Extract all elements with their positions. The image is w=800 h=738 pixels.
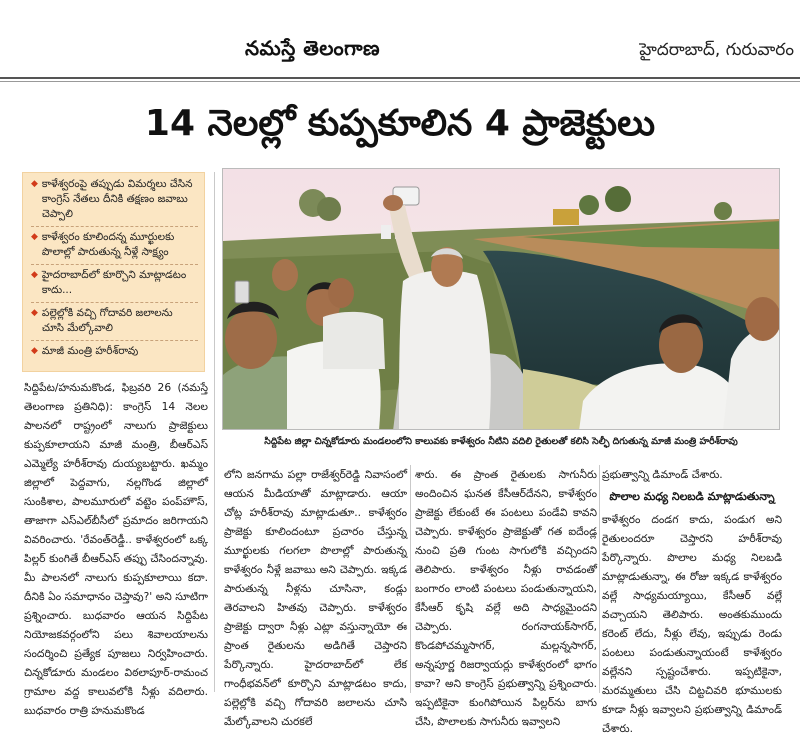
- highlights-box: [22, 172, 205, 372]
- diamond-bullet-icon: ◆: [31, 346, 38, 356]
- article-text: శారు. ఈ ప్రాంత రైతులకు సాగునీరు అందించిన ఘనత కేసీఆర్‌దేనని, కాళేశ్వరం ప్రాజెక్టు లేకుంటే ఈ పంటలు పండేవి కావని చెప్పారు. కాళేశ్వరం ప్రాజెక్టుతో గత ఐదేండ్ల నుంచి ప్రతి గుంట సాగులోకి వచ్చిందని తెలిపారు. కాళేశ్వరం నీళ్లు రావడంతో బంగారం లాంటి పంటలు పండుతున్నాయని, కేసీఆర్ కృషి వల్లే అది సాధ్యమైందని చెప్పారు. రంగనాయక్‌సాగర్, కొండపోచమ్మసాగర్, మల్లన్నసాగర్, అన్నపూర్ణ రిజర్వాయర్లు కాళేశ్వరంలో భాగం కావా? అని కాంగ్రెస్ ప్రభుత్వాన్ని ప్రశ్నించారు. ఇప్పటికైనా కుంగిపోయిన పిల్లర్‌ను బాగు చేసి, పొలాలకు సాగునీరు ఇవ్వాలని: [415, 468, 597, 728]
- highlight-item: ◆ కాళేశ్వరంపై తప్పుడు విమర్శలు చేసిన కాంగ్రెస్ నేతలు దీనికి తక్షణం జవాబు చెప్పాలి: [31, 177, 198, 227]
- article-text: లోని జనగామ పల్లా రాజేశ్వర్‌రెడ్డి నివాసంలో ఆయన మీడియాతో మాట్లాడారు. ఆయా చోట్ల హరీశ్‌రావు మాట్లాడుతూ.. కాళేశ్వరం ప్రాజెక్టు కూలిందంటూ ప్రచారం చేస్తున్న మూర్ఖులకు గలగలా పొలాల్లో పారుతున్న కాళేశ్వరం నీళ్లే జవాబు అని చెప్పారు. ఇక్కడ పారుతున్న నీళ్లను చూసినా, కండ్లు తెరవాలని హితవు చెప్పారు. కాళేశ్వరం ప్రాజెక్టు ద్వారా నీళ్లు ఎట్లా వస్తున్నాయో ఈ ప్రాంత రైతులను అడిగితే చెప్తారని పేర్కొన్నారు. హైదరాబాద్‌లో లేక గాంధీభవన్‌లో కూర్చొని మాట్లాడటం కాదు, పల్లెల్లోకి వచ్చి గోదావరి జలాలను చూసి మేల్కోవాలని చురకలే: [224, 468, 407, 728]
- diamond-bullet-icon: ◆: [31, 308, 38, 318]
- highlight-item: ◆ పల్లెల్లోకి వచ్చి గోదావరి జలాలను చూసి మేల్కోవాలి: [31, 306, 198, 341]
- column-divider: [410, 465, 411, 693]
- column-divider: [214, 172, 215, 692]
- masthead: [0, 0, 800, 86]
- diamond-bullet-icon: ◆: [31, 270, 38, 280]
- article-text: సిద్దిపేట/హనుమకొండ, ఫిబ్రవరి 26 (నమస్తే తెలంగాణ ప్రతినిధి): కాంగ్రెస్ 14 నెలల పాలనలో రాష్ట్రంలో నాలుగు ప్రాజెక్టులు కుప్పకూలాయని మాజీ మంత్రి, బీఆర్‌ఎస్ ఎమ్మెల్యే హరీశ్‌రావు దుయ్యబట్టారు. ఖమ్మం జిల్లాలో పెద్దవాగు, నల్లగొండ జిల్లాలో సుంకిశాల, పాలమూరులో వట్టెం పంప్‌హౌస్, తాజాగా ఎస్‌ఎల్‌బీసీలో ప్రమాదం జరిగాయని వివరించారు. 'రేవంత్‌రెడ్డీ.. కాళేశ్వరంలో ఒక్క పిల్లర్ కుంగితే బీఆర్‌ఎస్ తప్పు చేసిందన్నావు. మీ పాలనలో నాలుగు కుప్పకూలాయి కదా. దీనికి ఏం సమాధానం చెప్తావు?' అని సూటిగా ప్రశ్నించారు. బుధవారం ఆయన సిద్దిపేట నియోజకవర్గంలోని పలు శివాలయాలను సందర్శించి ప్రత్యేక పూజలు నిర్వహించారు. చిన్నకోడూరు మండలం విఠలాపూర్-రామంచ గ్రామాల వద్ద కాలువలోకి నీళ్లు వదిలారు. బుధవారం రాత్రి హనుమకొండ: [24, 381, 208, 717]
- column-divider: [599, 465, 600, 693]
- newspaper-title: నమస్తే తెలంగాణ: [245, 36, 381, 60]
- article-column-3: [415, 465, 597, 731]
- highlight-item: ◆ మాజీ మంత్రి హరీశ్‌రావు: [31, 345, 139, 357]
- diamond-bullet-icon: ◆: [31, 179, 38, 189]
- diamond-bullet-icon: ◆: [31, 232, 38, 242]
- article-text: ప్రభుత్వాన్ని డిమాండ్ చేశారు.: [602, 468, 723, 481]
- masthead-rule: [0, 77, 800, 79]
- highlight-item: ◆ కాళేశ్వరం కూలిందన్న మూర్ఖులకు పొలాల్లో పారుతున్న నీళ్లే సాక్ష్యం: [31, 230, 198, 265]
- article-column-1: [24, 378, 208, 720]
- edition-dateline: హైదరాబాద్, గురువారం: [639, 40, 794, 60]
- masthead-rule-thin: [0, 81, 800, 82]
- subheading: పొలాల మధ్య నిలబడి మాట్లాడుతున్నా: [609, 490, 775, 503]
- headline: 14 నెలల్లో కుప్పకూలిన 4 ప్రాజెక్టులు: [144, 103, 656, 144]
- news-photo: [222, 168, 780, 430]
- article-column-2: [224, 465, 407, 731]
- photo-caption: సిద్దిపేట జిల్లా చిన్నకోడూరు మండలంలోని కాలువకు కాళేశ్వరం నీటిని వదిలి రైతులతో కలిసి సెల్ఫీ దిగుతున్న మాజీ మంత్రి హరీశ్‌రావు: [264, 436, 738, 447]
- article-column-4: [602, 465, 782, 738]
- highlight-item: ◆ హైదరాబాద్‌లో కూర్చొని మాట్లాడటం కాదు...: [31, 268, 198, 303]
- selfie-photo-illustration: [223, 169, 780, 430]
- article-text: కాళేశ్వరం దండగ కాదు, పండుగ అని రైతులందరూ చెప్తారని హరీశ్‌రావు పేర్కొన్నారు. పొలాల మధ్య నిలబడి మాట్లాడుతున్నా, ఈ రోజు ఇక్కడ కాళేశ్వరం వల్లే సాధ్యమయ్యాయి, కేసీఆర్ వల్లే వచ్చాయని తెలిపారు. అంతకుముందు కరెంట్ లేదు, నీళ్లు లేవు, ఇప్పుడు రెండు పంటలు పండుతున్నాయంటే కాళేశ్వరం వల్లేనని స్పష్టంచేశారు. ఇప్పటికైనా, మరమ్మతులు చేసి చిట్టచివరి భూములకు కూడా నీళ్లు ఇవ్వాలని ప్రభుత్వాన్ని డిమాండ్ చేశారు.: [602, 513, 782, 735]
